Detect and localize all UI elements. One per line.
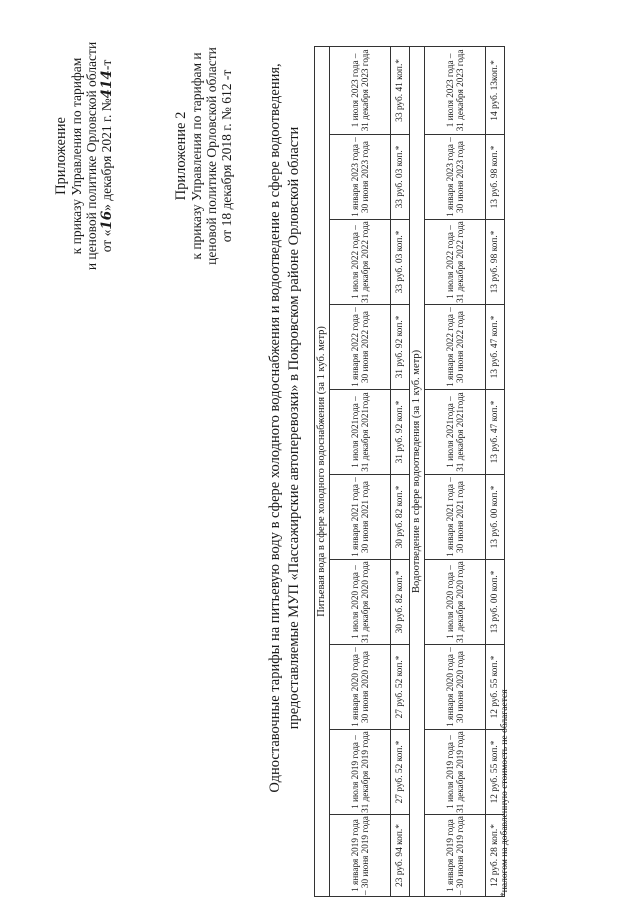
appendix2-line: ценовой политике Орловской области xyxy=(204,47,219,265)
sewer-value-cell: 13 руб. 00 коп.* xyxy=(486,475,505,560)
sewer-value-cell: 12 руб. 28 коп.* xyxy=(486,815,505,897)
appendix2-header xyxy=(174,6,234,306)
period-cell: 1 июля 2020 года – 31 декабря 2020 года xyxy=(330,560,391,645)
appendix-title: Приложение xyxy=(53,117,69,195)
document-title-line: Одноставочные тарифы на питьевую воду в сфере холодного водоснабжения и водоотведение в сфере водоотведения, xyxy=(267,63,283,793)
period-cell: 1 января 2019 года – 30 июня 2019 года xyxy=(425,815,486,897)
water-value-cell: 30 руб. 82 коп.* xyxy=(391,475,410,560)
appendix2-line: к приказу Управления по тарифам и xyxy=(189,52,204,260)
sewer-value-cell: 13 руб. 98 коп.* xyxy=(486,135,505,220)
sewer-value-cell: 13 руб. 47 коп.* xyxy=(486,390,505,475)
sewer-value-cell: 13 руб. 47 коп.* xyxy=(486,305,505,390)
water-value-cell: 31 руб. 92 коп.* xyxy=(391,305,410,390)
sewer-value-cell: 14 руб. 13коп.* xyxy=(486,46,505,134)
period-cell: 1 июля 2021года – 31 декабря 2021года xyxy=(425,390,486,475)
period-cell: 1 июля 2023 года – 31 декабря 2023 года xyxy=(330,46,391,134)
water-value-cell: 27 руб. 52 коп.* xyxy=(391,730,410,815)
appendix2-line: от 18 декабря 2018 г. № 612 -т xyxy=(219,69,234,243)
period-cell: 1 января 2023 года – 30 июня 2023 года xyxy=(425,135,486,220)
water-value-cell: 33 руб. 41 коп.* xyxy=(391,46,410,134)
sewer-value-cell: 13 руб. 00 коп.* xyxy=(486,560,505,645)
period-cell: 1 июля 2019 года – 31 декабря 2019 года xyxy=(425,730,486,815)
period-cell: 1 июля 2020 года – 31 декабря 2020 года xyxy=(425,560,486,645)
period-cell: 1 июля 2022 года – 31 декабря 2022 года xyxy=(330,220,391,305)
number-suffix: -т xyxy=(99,59,114,71)
section-sewer-title: Водоотведение в сфере водоотведения (за 1 куб. метр) xyxy=(410,46,425,896)
period-cell: 1 июля 2023 года – 31 декабря 2023 года xyxy=(425,46,486,134)
sewer-value-cell: 13 руб. 98 коп.* xyxy=(486,220,505,305)
period-cell: 1 января 2022 года – 30 июня 2022 года xyxy=(330,305,391,390)
period-cell: 1 января 2020 года – 30 июня 2020 года xyxy=(330,645,391,730)
period-cell: 1 июля 2022 года – 31 декабря 2022 года xyxy=(425,220,486,305)
water-value-cell: 27 руб. 52 коп.* xyxy=(391,645,410,730)
water-value-cell: 31 руб. 92 коп.* xyxy=(391,390,410,475)
period-cell: 1 января 2021 года – 30 июня 2021 года xyxy=(425,475,486,560)
handwritten-day: 16 xyxy=(99,210,115,230)
handwritten-number: 414 xyxy=(99,70,115,99)
period-cell: 1 января 2019 года – 30 июня 2019 года xyxy=(330,815,391,897)
appendix-line: к приказу Управления по тарифам xyxy=(69,57,84,255)
document-title-line: предоставляемые МУП «Пассажирские автоперевозки» в Покровском районе Орловской области xyxy=(286,126,302,730)
footnote: *налогом на добавленную стоимость не облагается xyxy=(500,689,510,897)
water-value-cell: 30 руб. 82 коп.* xyxy=(391,560,410,645)
section-header-row xyxy=(315,46,330,896)
water-value-row xyxy=(391,46,410,896)
period-row xyxy=(330,46,391,896)
section-water-title: Питьевая вода в сфере холодного водоснабжения (за 1 куб. метр) xyxy=(315,46,330,896)
period-cell: 1 июля 2021года – 31 декабря 2021года xyxy=(330,390,391,475)
appendix-line: и ценовой политике Орловской области xyxy=(84,41,99,271)
period-cell: 1 января 2020 года – 30 июня 2020 года xyxy=(425,645,486,730)
appendix-date-line xyxy=(99,6,115,306)
date-prefix: от « xyxy=(99,229,114,253)
period-cell: 1 июля 2019 года – 31 декабря 2019 года xyxy=(330,730,391,815)
water-value-cell: 33 руб. 03 коп.* xyxy=(391,135,410,220)
section-header-row xyxy=(410,46,425,896)
period-cell: 1 января 2022 года – 30 июня 2022 года xyxy=(425,305,486,390)
water-value-cell: 23 руб. 94 коп.* xyxy=(391,815,410,897)
date-suffix: » декабря 2021 г. № xyxy=(99,98,114,211)
document-title xyxy=(266,23,304,833)
appendix2-title: Приложение 2 xyxy=(173,111,189,201)
sewer-value-cell: 12 руб. 55 коп.* xyxy=(486,730,505,815)
period-row xyxy=(425,46,486,896)
sewer-value-cell: 12 руб. 55 коп.* xyxy=(486,645,505,730)
period-cell: 1 января 2023 года – 30 июня 2023 года xyxy=(330,135,391,220)
tariff-table xyxy=(314,46,505,897)
period-cell: 1 января 2021 года – 30 июня 2021 года xyxy=(330,475,391,560)
water-value-cell: 33 руб. 03 коп.* xyxy=(391,220,410,305)
appendix-header xyxy=(54,6,115,306)
